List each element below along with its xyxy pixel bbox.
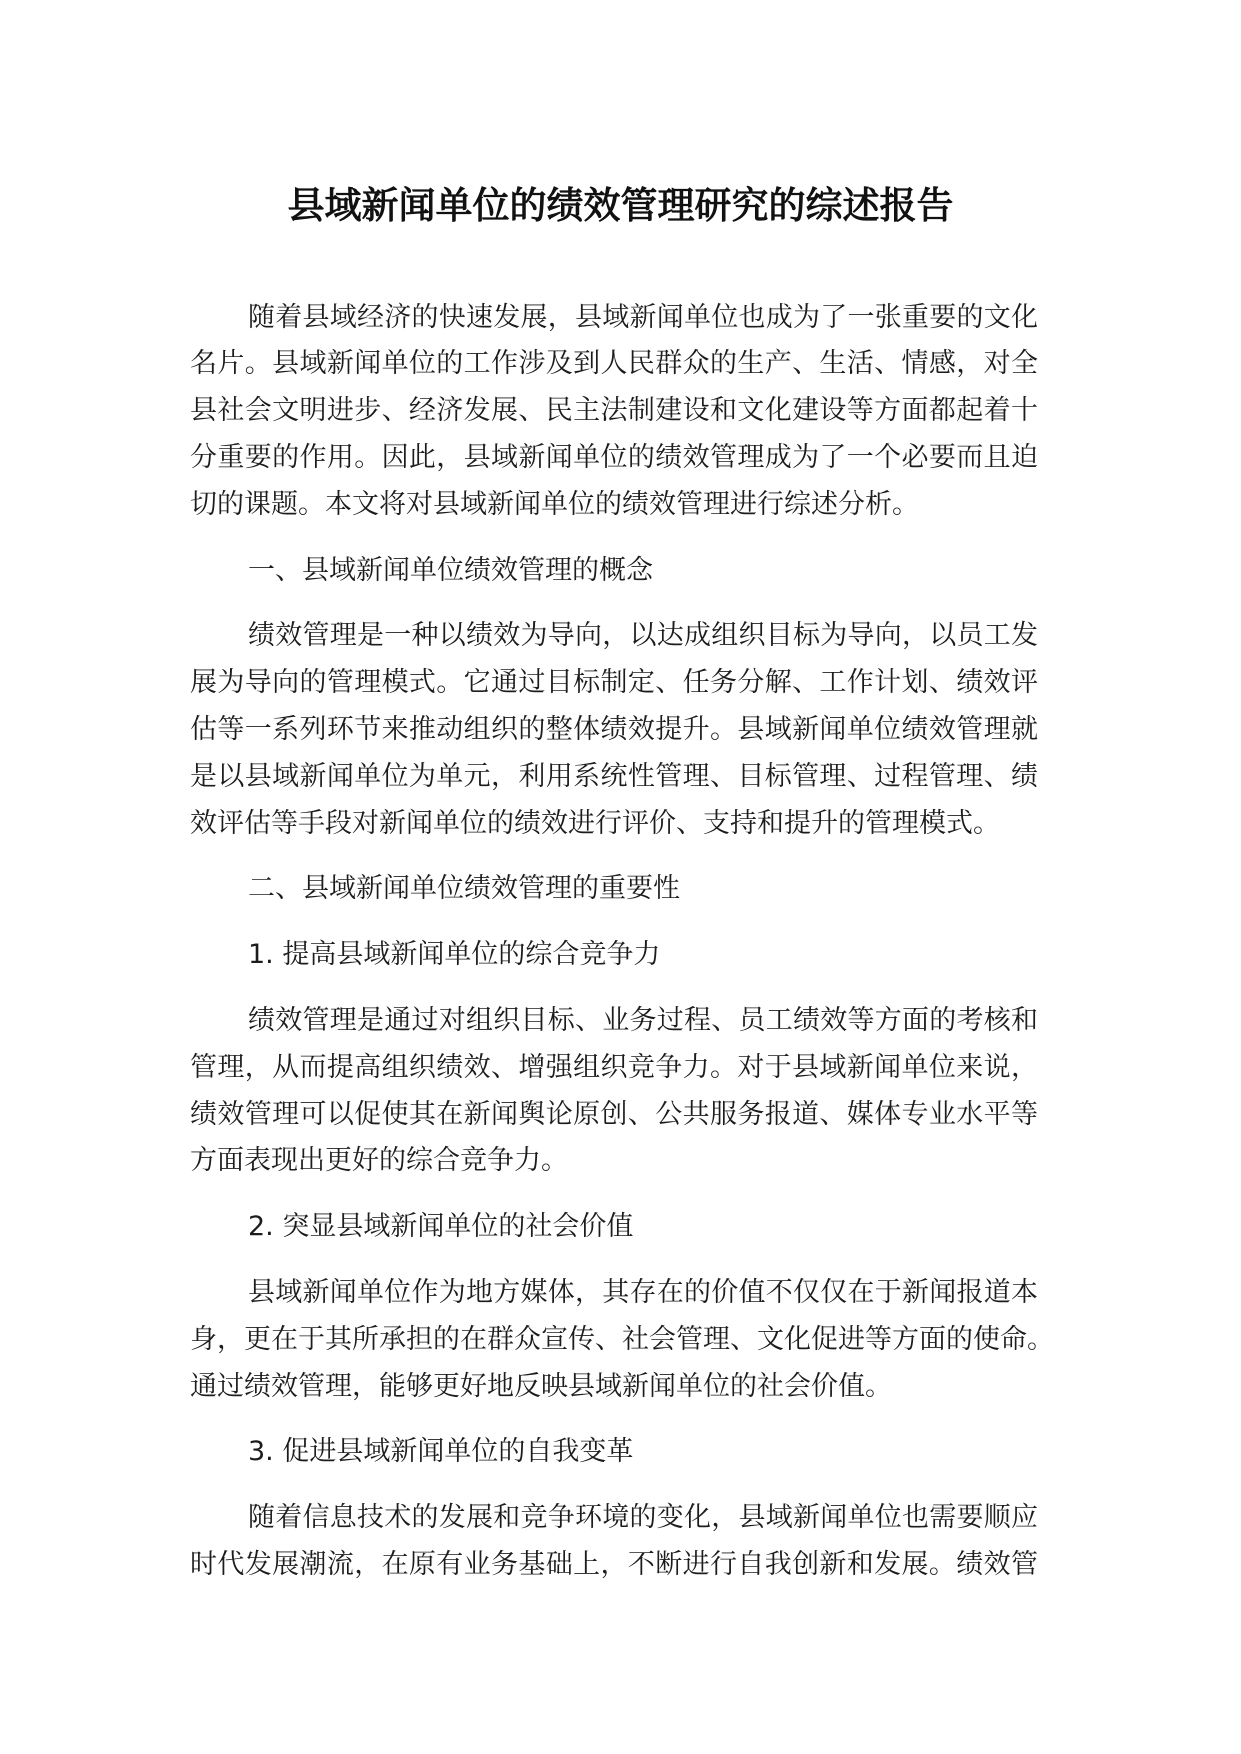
paragraph-line: 通过绩效管理，能够更好地反映县域新闻单位的社会价值。 (190, 1370, 892, 1402)
paragraph-line: 绩效管理是通过对组织目标、业务过程、员工绩效等方面的考核和 (248, 1004, 1038, 1036)
section-2-heading: 二、县域新闻单位绩效管理的重要性 (248, 873, 680, 905)
subsection-2-paragraph (190, 1270, 1054, 1410)
paragraph-line: 名片。县域新闻单位的工作涉及到人民群众的生产、生活、情感，对全 (190, 348, 1038, 380)
subsection-2-heading: 2. 突显县域新闻单位的社会价值 (248, 1211, 634, 1243)
subsection-1-heading: 1. 提高县域新闻单位的综合竞争力 (248, 939, 661, 971)
section-heading (190, 548, 1038, 595)
intro-paragraph (190, 295, 1038, 529)
paragraph-line: 切的课题。本文将对县域新闻单位的绩效管理进行综述分析。 (190, 488, 919, 520)
paragraph-line: 估等一系列环节来推动组织的整体绩效提升。县域新闻单位绩效管理就 (190, 713, 1038, 745)
subsection-heading (190, 1204, 1038, 1251)
paragraph-line: 分重要的作用。因此，县域新闻单位的绩效管理成为了一个必要而且迫 (190, 441, 1038, 473)
paragraph-line: 是以县域新闻单位为单元，利用系统性管理、目标管理、过程管理、绩 (190, 760, 1038, 792)
subsection-heading (190, 1429, 1038, 1476)
subsection-3-paragraph (190, 1495, 1038, 1589)
paragraph-line: 管理，从而提高组织绩效、增强组织竞争力。对于县域新闻单位来说， (190, 1051, 1038, 1083)
paragraph-line: 展为导向的管理模式。它通过目标制定、任务分解、工作计划、绩效评 (190, 667, 1038, 699)
subsection-3-heading: 3. 促进县域新闻单位的自我变革 (248, 1436, 634, 1468)
section-1-paragraph (190, 613, 1038, 847)
section-1-heading: 一、县域新闻单位绩效管理的概念 (248, 554, 653, 586)
section-heading (190, 866, 1038, 913)
paragraph-line: 身，更在于其所承担的在群众宣传、社会管理、文化促进等方面的使命。 (190, 1323, 1054, 1355)
subsection-heading (190, 932, 1038, 979)
paragraph-line: 时代发展潮流，在原有业务基础上，不断进行自我创新和发展。绩效管 (190, 1548, 1038, 1580)
paragraph-line: 随着信息技术的发展和竞争环境的变化，县域新闻单位也需要顺应 (248, 1502, 1038, 1534)
paragraph-line: 效评估等手段对新闻单位的绩效进行评价、支持和提升的管理模式。 (190, 807, 1000, 839)
paragraph-line: 绩效管理可以促使其在新闻舆论原创、公共服务报道、媒体专业水平等 (190, 1098, 1038, 1130)
subsection-1-paragraph (190, 998, 1038, 1185)
paragraph-line: 方面表现出更好的综合竞争力。 (190, 1145, 568, 1177)
paragraph-line: 县社会文明进步、经济发展、民主法制建设和文化建设等方面都起着十 (190, 395, 1038, 427)
paragraph-line: 县域新闻单位作为地方媒体，其存在的价值不仅仅在于新闻报道本 (248, 1276, 1038, 1308)
paragraph-line: 随着县域经济的快速发展，县域新闻单位也成为了一张重要的文化 (248, 301, 1038, 333)
document-title: 县域新闻单位的绩效管理研究的综述报告 (287, 184, 954, 227)
paragraph-line: 绩效管理是一种以绩效为导向，以达成组织目标为导向，以员工发 (248, 620, 1038, 652)
document-body (190, 295, 1054, 1589)
